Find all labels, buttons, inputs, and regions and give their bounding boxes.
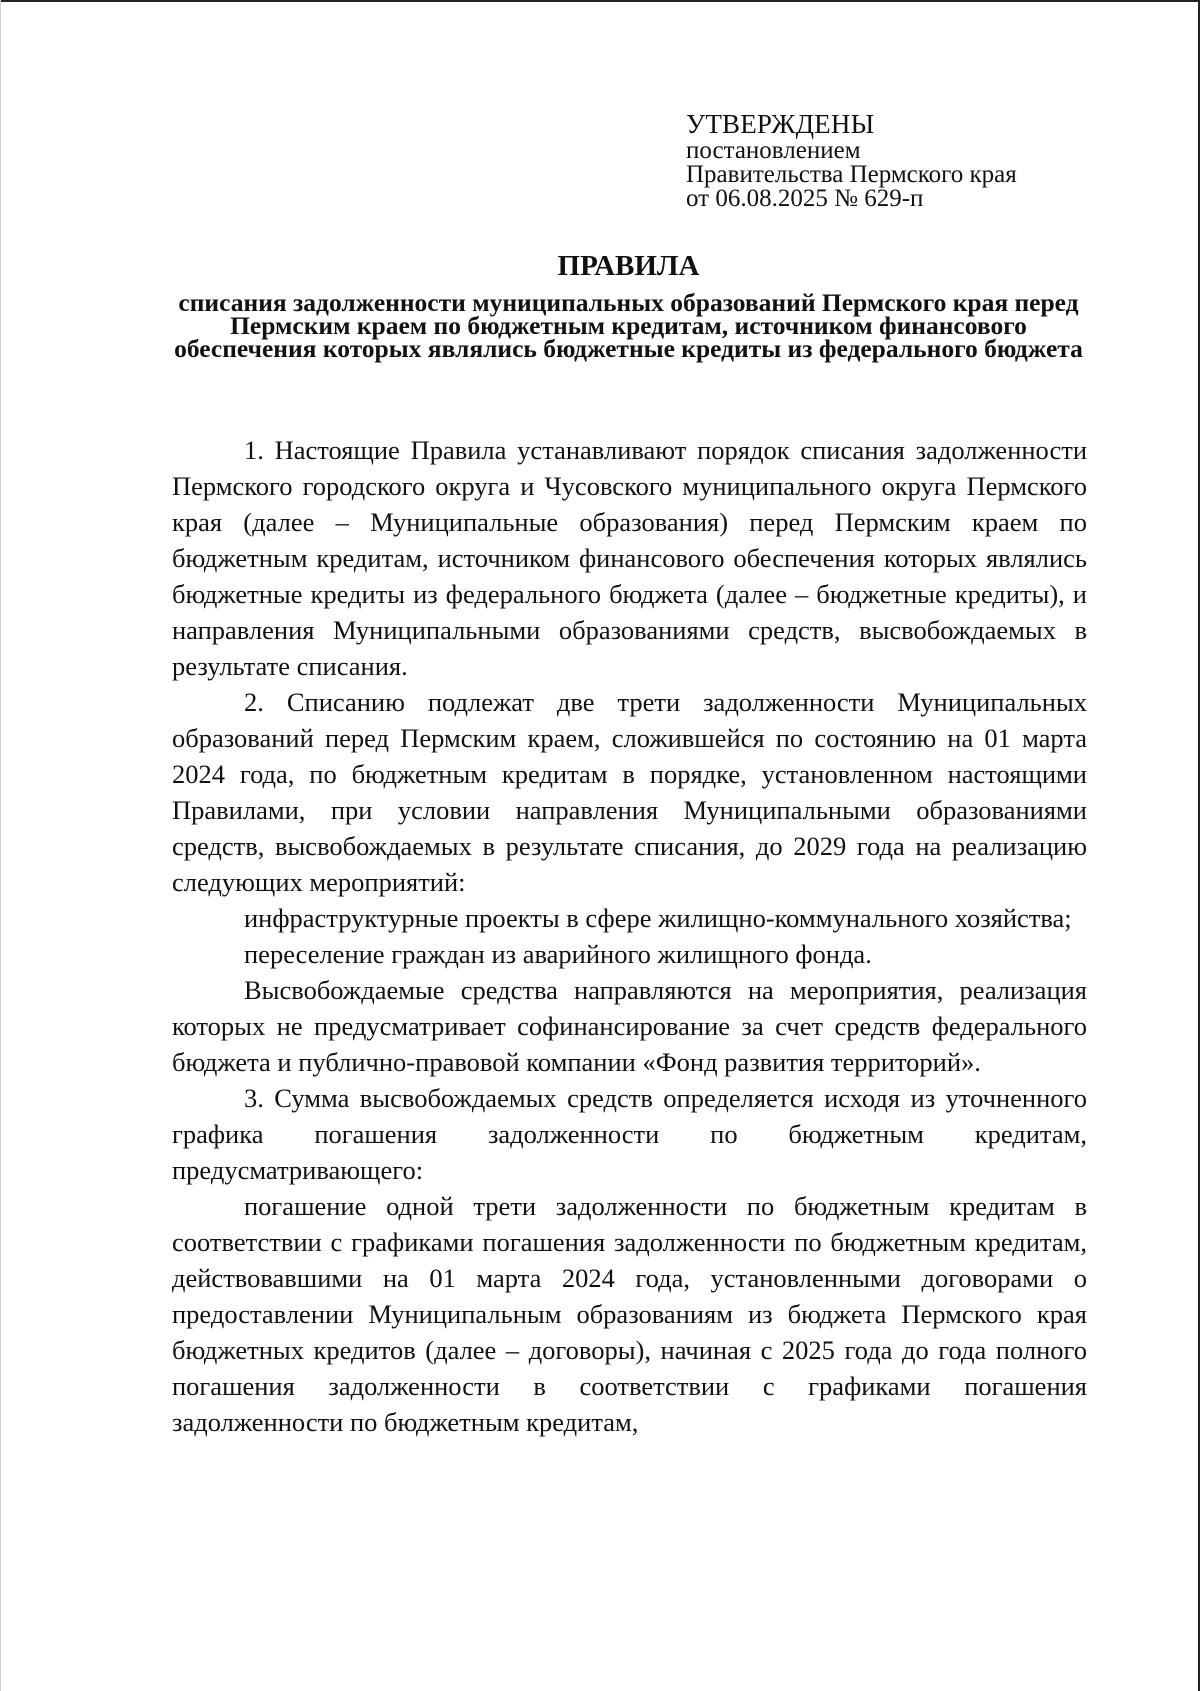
scan-border-left (0, 0, 1, 1691)
paragraph-1: 1. Настоящие Правила устанавливают порядок списания задолженности Пермского городского округа и Чусовского муниципального округа Пермского края (далее – Муниципальные образования) перед Пермским краем по бюджетным кредитам, источником финансового обеспечения которых являлись бюджетные кредиты из федерального бюджета (далее – бюджетные кредиты), и направления Муниципальными образованиями средств, высвобождаемых в результате списания. (172, 435, 1087, 681)
paragraph-3: 3. Сумма высвобождаемых средств определяется исходя из уточненного графика погашения задолженности по бюджетным кредитам, предусматривающего: (172, 1083, 1087, 1185)
approval-block (686, 109, 1126, 211)
scan-border-top (0, 0, 1200, 2)
list-item: переселение граждан из аварийного жилищного фонда. (244, 939, 872, 969)
document-body (172, 432, 1087, 1440)
list-item: инфраструктурные проекты в сфере жилищно-коммунального хозяйства; (244, 903, 1072, 933)
document-subtitle: списания задолженности муниципальных образований Пермского края перед Пермским краем по бюджетным кредитам, источником финансового обеспечения которых являлись бюджетные кредиты из федерального бюджета (174, 288, 1083, 363)
paragraph: Высвобождаемые средства направляются на мероприятия, реализация которых не предусматривает софинансирование за счет средств федерального бюджета и публично-правовой компании «Фонд развития территорий». (172, 975, 1087, 1077)
approval-date-number: от 06.08.2025 № 629-п (686, 185, 924, 212)
paragraph: погашение одной трети задолженности по бюджетным кредитам в соответствии с графиками погашения задолженности по бюджетным кредитам, действовавшими на 01 марта 2024 года, установленными договорами о предоставлении Муниципальным образованиям из бюджета Пермского края бюджетных кредитов (далее – договоры), начиная с 2025 года до года полного погашения задолженности в соответствии с графиками погашения задолженности по бюджетным кредитам, (172, 1191, 1087, 1437)
approval-line: Правительства Пермского края (686, 161, 1017, 188)
approval-stamp: УТВЕРЖДЕНЫ (686, 109, 875, 139)
paragraph-2: 2. Списанию подлежат две трети задолженности Муниципальных образований перед Пермским краем, сложившейся по состоянию на 01 марта 2024 года, по бюджетным кредитам в порядке, установленном настоящими Правилами, при условии направления Муниципальными образованиями средств, высвобождаемых в результате списания, до 2029 года на реализацию следующих мероприятий: (172, 687, 1087, 897)
approval-line: постановлением (686, 137, 861, 164)
document-title: ПРАВИЛА (557, 250, 700, 282)
